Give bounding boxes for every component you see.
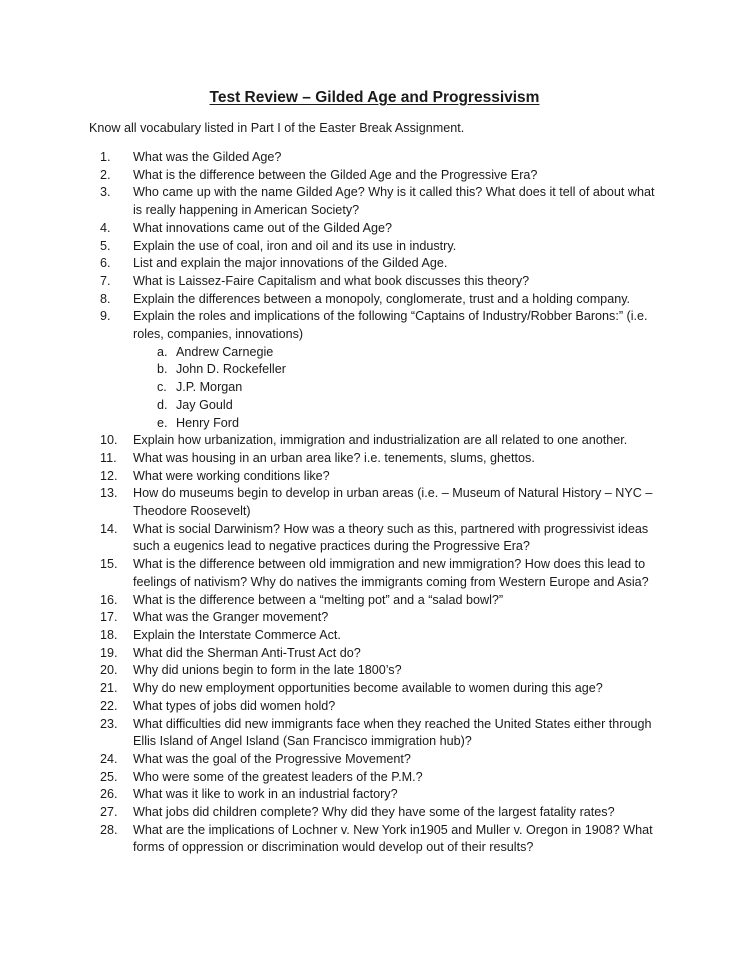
list-item (0, 662, 660, 680)
item-text: Explain the Interstate Commerce Act. (133, 627, 341, 642)
item-text: Why did unions begin to form in the late 1800’s? (133, 663, 402, 678)
list-item (0, 255, 660, 273)
list-item (0, 556, 660, 591)
item-text: What is the difference between a “melting pot” and a “salad bowl?” (133, 592, 504, 607)
sublist-item (0, 344, 749, 362)
item-number: 17. (100, 610, 118, 625)
item-number: 5. (100, 238, 111, 253)
item-number: 23. (100, 716, 118, 731)
sub-letter: e. (157, 415, 168, 430)
item-text: Who came up with the name Gilded Age? Why is it called this? What does it tell of about what is really happening in American Society? (133, 185, 655, 218)
sub-letter: c. (157, 380, 167, 395)
sublist-item (0, 379, 749, 397)
page-title: Test Review – Gilded Age and Progressivism (209, 89, 540, 106)
list-item (0, 716, 660, 751)
item-number: 21. (100, 681, 118, 696)
item-number: 9. (100, 309, 111, 324)
item-number: 14. (100, 521, 118, 536)
item-number: 6. (100, 256, 111, 271)
sub-text: Jay Gould (176, 397, 233, 412)
item-number: 24. (100, 751, 118, 766)
item-number: 18. (100, 627, 118, 642)
item-number: 15. (100, 557, 118, 572)
item-number: 2. (100, 167, 111, 182)
item-text: Who were some of the greatest leaders of the P.M.? (133, 769, 423, 784)
item-number: 28. (100, 822, 118, 837)
list-item (0, 220, 660, 238)
item-text: What innovations came out of the Gilded Age? (133, 220, 393, 235)
list-item (0, 238, 660, 256)
item-text: What is social Darwinism? How was a theory such as this, partnered with progressivist ideas such a eugenics lead to negative practices during the Progressive Era? (133, 521, 649, 554)
item-text: Why do new employment opportunities become available to women during this age? (133, 681, 603, 696)
item-number: 25. (100, 769, 118, 784)
list-item (0, 804, 660, 822)
item-text: Explain the differences between a monopoly, conglomerate, trust and a holding company. (133, 291, 631, 306)
list-item (0, 468, 660, 486)
item-text: What did the Sherman Anti-Trust Act do? (133, 645, 361, 660)
item-text: What was the Gilded Age? (133, 150, 282, 164)
item-number: 1. (100, 150, 111, 164)
item-text: What was housing in an urban area like? i.e. tenements, slums, ghettos. (133, 450, 535, 465)
item-text: Explain the roles and implications of the following “Captains of Industry/Robber Barons:” (i.e. roles, companies, innovations) (133, 309, 648, 342)
item-text: What are the implications of Lochner v. New York in1905 and Muller v. Oregon in 1908? What forms of oppression or discrimination would develop out of their results? (133, 822, 653, 855)
sub-letter: d. (157, 397, 168, 412)
item-number: 16. (100, 592, 118, 607)
list-item (0, 680, 660, 698)
sublist-item (0, 415, 749, 433)
list-item (0, 432, 660, 450)
sub-letter: b. (157, 362, 168, 377)
item-number: 7. (100, 273, 111, 288)
sub-text: J.P. Morgan (176, 380, 243, 395)
item-number: 8. (100, 291, 111, 306)
list-item (0, 167, 660, 185)
item-text: What is the difference between old immigration and new immigration? How does this lead to feelings of nativism? Why do natives the immigrants coming from Western Europe and Asia? (133, 557, 649, 589)
item-text: What is Laissez-Faire Capitalism and what book discusses this theory? (133, 273, 530, 288)
list-item (0, 751, 660, 769)
item-number: 12. (100, 468, 118, 483)
item-text: What is the difference between the Gilded Age and the Progressive Era? (133, 167, 538, 182)
item-number: 22. (100, 698, 118, 713)
list-item (0, 184, 660, 219)
intro-text: Know all vocabulary listed in Part I of the Easter Break Assignment. (89, 121, 465, 135)
list-item (0, 609, 660, 627)
item-number: 10. (100, 433, 118, 448)
item-number: 3. (100, 185, 111, 200)
list-item (0, 450, 660, 468)
list-item (0, 786, 660, 804)
item-text: What jobs did children complete? Why did they have some of the largest fatality rates? (133, 805, 615, 820)
item-text: How do museums begin to develop in urban areas (i.e. – Museum of Natural History – NYC – Theodore Roosevelt) (133, 486, 653, 519)
sublist-item (0, 397, 749, 415)
sub-text: Andrew Carnegie (176, 344, 274, 359)
item-number: 20. (100, 663, 118, 678)
sub-text: John D. Rockefeller (176, 362, 286, 377)
list-item (0, 645, 660, 663)
item-number: 26. (100, 787, 118, 802)
list-item (0, 592, 660, 610)
item-text: What were working conditions like? (133, 468, 330, 483)
item-text: Explain the use of coal, iron and oil and its use in industry. (133, 238, 457, 253)
item-number: 4. (100, 220, 111, 235)
list-item (0, 273, 660, 291)
list-item (0, 521, 660, 556)
list-item (0, 485, 660, 520)
item-text: What was it like to work in an industrial factory? (133, 787, 398, 802)
item-text: List and explain the major innovations of the Gilded Age. (133, 256, 448, 271)
item-number: 13. (100, 486, 118, 501)
item-text: What difficulties did new immigrants face when they reached the United States either through Ellis Island of Angel Island (San Francisco immigration hub)? (133, 716, 652, 749)
list-item (0, 769, 660, 787)
item-text: What was the goal of the Progressive Movement? (133, 751, 411, 766)
sub-letter: a. (157, 344, 168, 359)
item-number: 27. (100, 805, 118, 820)
item-text: What types of jobs did women hold? (133, 698, 336, 713)
item-text: Explain how urbanization, immigration and industrialization are all related to one another. (133, 433, 628, 448)
list-item (0, 308, 660, 343)
list-item (0, 822, 660, 857)
list-item (0, 291, 660, 309)
list-item (0, 698, 660, 716)
sub-text: Henry Ford (176, 415, 239, 430)
list-item (0, 627, 660, 645)
item-number: 11. (100, 450, 117, 465)
item-number: 19. (100, 645, 118, 660)
list-item (0, 149, 660, 167)
item-text: What was the Granger movement? (133, 610, 329, 625)
sublist-item (0, 361, 749, 379)
question-list (0, 149, 749, 857)
